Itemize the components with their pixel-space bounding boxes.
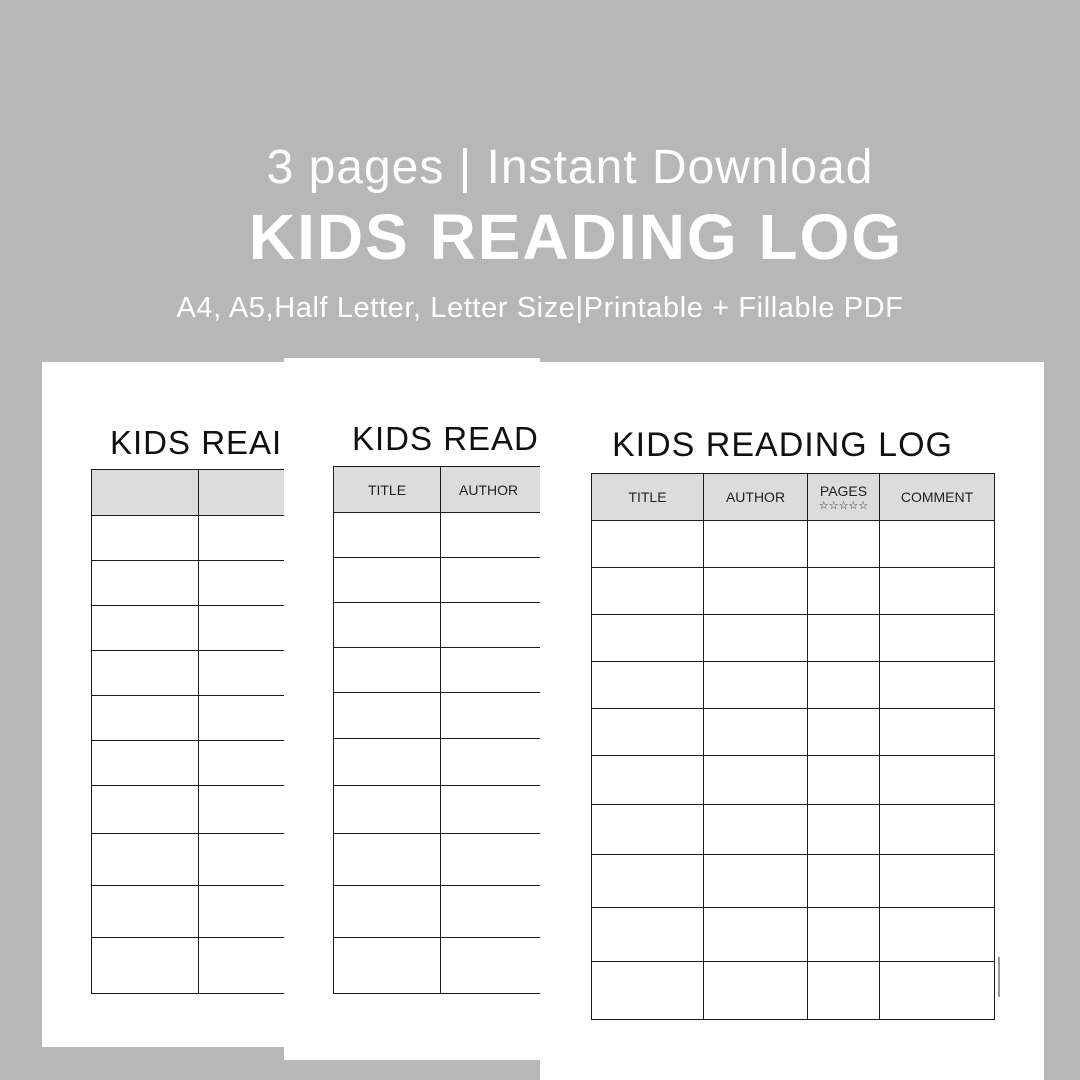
table-row (92, 938, 285, 994)
table-cell[interactable] (704, 855, 808, 908)
table-cell[interactable] (592, 756, 704, 805)
table-row (334, 513, 541, 558)
table-row (334, 693, 541, 739)
table-cell[interactable] (880, 615, 995, 662)
table-row (92, 561, 285, 606)
table-cell[interactable] (704, 615, 808, 662)
main-title: KIDS READING LOG (248, 201, 904, 273)
table-cell[interactable] (92, 886, 199, 938)
table-cell[interactable] (199, 696, 285, 741)
table-row (592, 855, 995, 908)
table-row (592, 962, 995, 1020)
sheet-middle (284, 358, 540, 1060)
table-row (334, 834, 541, 886)
table-cell[interactable] (592, 908, 704, 962)
sheet-back (42, 362, 284, 1047)
table-cell[interactable] (199, 651, 285, 696)
table-row (334, 558, 541, 603)
table-cell[interactable] (592, 962, 704, 1020)
table-cell[interactable] (334, 693, 441, 739)
table-cell[interactable] (704, 521, 808, 568)
table-cell[interactable] (334, 786, 441, 834)
table-cell[interactable] (441, 938, 541, 994)
table-row (92, 786, 285, 834)
table-cell[interactable] (334, 558, 441, 603)
table-cell[interactable] (92, 741, 199, 786)
table-cell[interactable] (199, 886, 285, 938)
table-cell[interactable] (199, 741, 285, 786)
table-cell[interactable] (592, 855, 704, 908)
table-row (334, 786, 541, 834)
table-cell[interactable] (592, 615, 704, 662)
table-cell[interactable] (92, 696, 199, 741)
table-cell[interactable] (199, 561, 285, 606)
header-cell (92, 470, 199, 516)
table-cell[interactable] (334, 938, 441, 994)
table-cell[interactable] (592, 521, 704, 568)
header-cell (199, 470, 285, 516)
column-header-comment: COMMENT (880, 474, 995, 521)
table-cell[interactable] (880, 709, 995, 756)
table-cell[interactable] (334, 513, 441, 558)
column-header-pages-label: PAGES (819, 482, 868, 499)
table-cell[interactable] (199, 516, 285, 561)
column-header-title: TITLE (334, 467, 441, 513)
table-cell[interactable] (199, 834, 285, 886)
table-cell[interactable] (808, 805, 880, 855)
table-cell[interactable] (880, 855, 995, 908)
table-cell[interactable] (199, 938, 285, 994)
sheet-title: KIDS REAI (110, 424, 283, 461)
table-cell[interactable] (592, 805, 704, 855)
table-cell[interactable] (441, 786, 541, 834)
column-header-pages (808, 474, 880, 521)
table-cell[interactable] (808, 709, 880, 756)
table-row (92, 516, 285, 561)
table-cell[interactable] (704, 662, 808, 709)
table-cell[interactable] (808, 756, 880, 805)
table-cell[interactable] (808, 962, 880, 1020)
table-cell[interactable] (808, 855, 880, 908)
table-cell[interactable] (704, 908, 808, 962)
column-header-author: AUTHOR (441, 467, 541, 513)
table-row (334, 739, 541, 786)
table-row (592, 908, 995, 962)
table-cell[interactable] (334, 603, 441, 648)
table-cell[interactable] (592, 568, 704, 615)
table-cell[interactable] (334, 648, 441, 693)
table-cell[interactable] (92, 786, 199, 834)
table-row (92, 651, 285, 696)
table-row (92, 741, 285, 786)
table-cell[interactable] (92, 651, 199, 696)
table-cell[interactable] (704, 709, 808, 756)
table-cell[interactable] (808, 521, 880, 568)
table-cell[interactable] (592, 709, 704, 756)
table-cell[interactable] (334, 739, 441, 786)
table-row (592, 709, 995, 756)
table-row (334, 938, 541, 994)
table-cell[interactable] (880, 756, 995, 805)
table-cell[interactable] (880, 521, 995, 568)
table-cell[interactable] (704, 805, 808, 855)
table-cell[interactable] (704, 756, 808, 805)
table-cell[interactable] (334, 834, 441, 886)
sheet-title: KIDS READ (352, 420, 539, 457)
table-cell[interactable] (441, 834, 541, 886)
table-cell[interactable] (199, 786, 285, 834)
column-header-author: AUTHOR (704, 474, 808, 521)
sheet-title: KIDS READING LOG (612, 426, 953, 464)
sheet-front (540, 362, 1044, 1080)
column-header-title: TITLE (592, 474, 704, 521)
table-cell[interactable] (704, 568, 808, 615)
table-cell[interactable] (808, 615, 880, 662)
table-row (92, 606, 285, 651)
subtitle-text: 3 pages | Instant Download (266, 141, 874, 194)
table-cell[interactable] (808, 662, 880, 709)
table-cell[interactable] (441, 603, 541, 648)
table-cell[interactable] (880, 662, 995, 709)
log-table (591, 473, 995, 1020)
table-row (92, 886, 285, 938)
table-cell[interactable] (704, 962, 808, 1020)
table-row (92, 834, 285, 886)
formats-text: A4, A5,Half Letter, Letter Size|Printable + Fillable PDF (176, 292, 904, 324)
table-row (592, 521, 995, 568)
table-cell[interactable] (334, 886, 441, 938)
table-row (334, 886, 541, 938)
table-cell[interactable] (441, 886, 541, 938)
table-cell[interactable] (92, 606, 199, 651)
table-row (334, 603, 541, 648)
table-row (592, 662, 995, 709)
table-cell[interactable] (92, 561, 199, 606)
table-cell[interactable] (441, 693, 541, 739)
table-cell[interactable] (880, 962, 995, 1020)
table-row (92, 696, 285, 741)
table-cell[interactable] (441, 648, 541, 693)
table-row (334, 648, 541, 693)
table-cell[interactable] (92, 834, 199, 886)
log-table (333, 466, 540, 994)
table-cell[interactable] (808, 568, 880, 615)
table-row (592, 756, 995, 805)
log-table (91, 469, 284, 994)
page-edge-line (998, 957, 1000, 997)
table-row (592, 615, 995, 662)
table-cell[interactable] (880, 568, 995, 615)
table-cell[interactable] (441, 513, 541, 558)
table-cell[interactable] (592, 662, 704, 709)
star-rating-icon: ☆☆☆☆☆ (818, 499, 869, 512)
table-cell[interactable] (441, 739, 541, 786)
table-cell[interactable] (808, 908, 880, 962)
table-row (592, 805, 995, 855)
table-row (592, 568, 995, 615)
table-cell[interactable] (92, 516, 199, 561)
table-cell[interactable] (92, 938, 199, 994)
table-cell[interactable] (199, 606, 285, 651)
table-cell[interactable] (880, 805, 995, 855)
table-cell[interactable] (880, 908, 995, 962)
table-cell[interactable] (441, 558, 541, 603)
